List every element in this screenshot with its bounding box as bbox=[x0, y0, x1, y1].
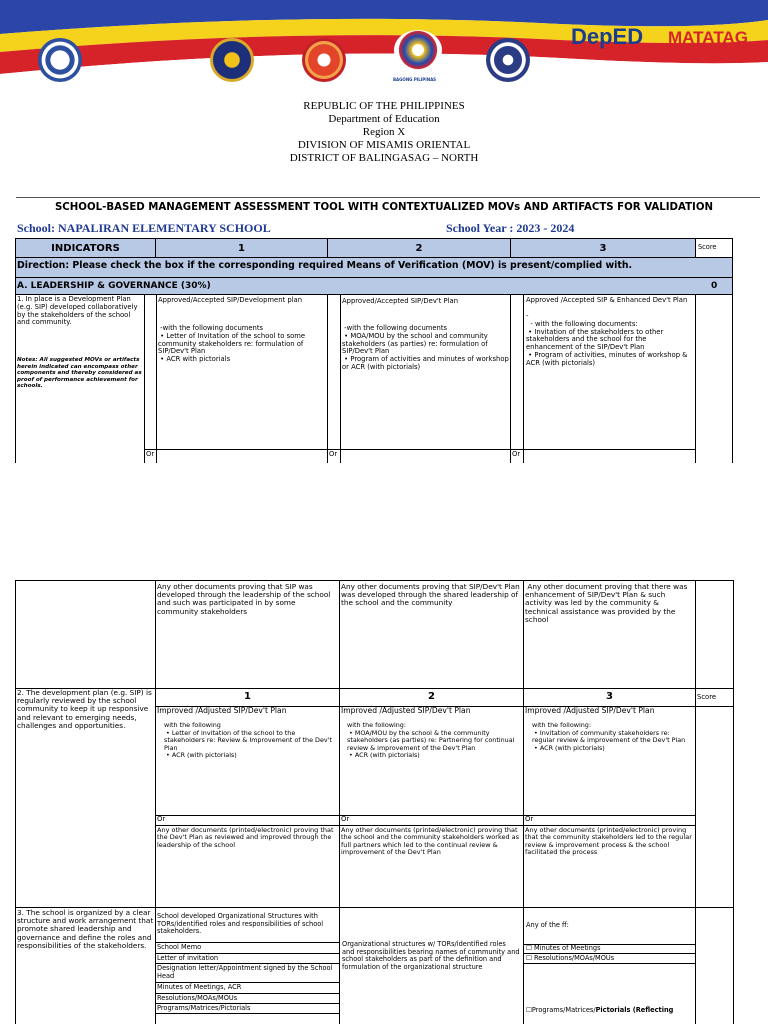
mov-3-title: Approved /Accepted SIP & Enhanced Dev't Plan bbox=[526, 296, 688, 304]
column-header: 3 bbox=[599, 243, 607, 254]
indicator-notes: Notes: All suggested MOVs or artifacts herein indicated can encompass other components and thereby considered as proof of performance achievement for schools. bbox=[17, 357, 142, 390]
seal-icon bbox=[210, 38, 254, 82]
direction-text: Direction: Please check the box if the corresponding required Means of Verification (MOV) is present/complied with. bbox=[17, 260, 633, 271]
divider bbox=[16, 197, 760, 198]
i2-other-2: Any other documents (printed/electronic) proving that the school and the community stakeholders worked as full partners which led to the continual review & improvement of the Dev't Plan bbox=[341, 826, 520, 857]
letterhead-line: Department of Education bbox=[328, 113, 440, 125]
seal-icon bbox=[38, 38, 82, 82]
school-year: School Year : 2023 - 2024 bbox=[446, 221, 575, 235]
i3-mov-2: Organizational structures w/ TORs/identified roles and responsibilities bearing names of community and school stakeholders as part of the definition and formulation of the organizational structure bbox=[342, 940, 520, 971]
checkbox-item-bold: Pictorials (Reflecting bbox=[595, 1006, 674, 1014]
bagong-pilipinas-icon bbox=[394, 30, 442, 70]
or-label: Or bbox=[512, 450, 521, 458]
indicator-3: 3. The school is organized by a clear structure and work arrangement that promote shared leadership and governance and define the roles and responsibilities of the stakeholders. bbox=[17, 908, 154, 950]
list-item: Minutes of Meetings, ACR bbox=[157, 983, 242, 991]
other-docs-3: Any other document proving that there was enhancement of SIP/Dev't Plan & such activity was led by the community & technical assistance was provided by the school bbox=[525, 582, 690, 624]
or-label: Or bbox=[146, 450, 155, 458]
list-item: School Memo bbox=[157, 943, 202, 951]
i3-mov-3-title: Any of the ff: bbox=[526, 921, 569, 929]
mov-2-body: -with the following documents • MOA/MOU by the school and community stakeholders (as parties) re: formulation of SIP/Dev't Plan • Program of activities and minutes of workshop or ACR (with pictorials) bbox=[342, 324, 509, 371]
checkbox-item: ☐ Minutes of Meetings bbox=[526, 944, 601, 952]
i2-other-1: Any other documents (printed/electronic) proving that the Dev't Plan as reviewed and improved through the leadership of the school bbox=[157, 826, 334, 849]
section-score: 0 bbox=[711, 281, 718, 291]
letterhead-banner bbox=[0, 0, 768, 92]
school-name: School: NAPALIRAN ELEMENTARY SCHOOL bbox=[17, 221, 271, 235]
or-label: Or bbox=[157, 815, 166, 823]
other-docs-2: Any other documents proving that SIP/Dev't Plan was developed through the shared leadership of the school and the community bbox=[341, 582, 520, 608]
section-title: A. LEADERSHIP & GOVERNANCE (30%) bbox=[17, 281, 211, 291]
i2-mov-3-body: with the following: • Invitation of community stakeholders re: regular review & improvement of the Dev't Plan • ACR (with pictorials) bbox=[532, 721, 686, 752]
list-item: Designation letter/Appointment signed by the School Head bbox=[157, 964, 333, 980]
checkbox-item: ☐ Resolutions/MOAs/MOUs bbox=[526, 954, 615, 962]
i2-mov-1-title: Improved /Adjusted SIP/Dev't Plan bbox=[157, 706, 287, 715]
column-header: 2 bbox=[428, 691, 435, 702]
mov-1-title: Approved/Accepted SIP/Development plan bbox=[158, 296, 303, 304]
mov-3-body: - - with the following documents: • Invitation of the stakeholders to other stakeholders and the school for the enhancement of the SIP/Dev't Plan • Program of activities, minutes of workshop & ACR (with pictorials) bbox=[526, 312, 688, 367]
letterhead-line: DISTRICT OF BALINGASAG – NORTH bbox=[289, 152, 479, 164]
checkbox-item-text: ☐Programs/Matrices/ bbox=[526, 1006, 596, 1014]
or-label: Or bbox=[525, 815, 534, 823]
checkbox-item bbox=[526, 1007, 694, 1015]
list-item: Programs/Matrices/Pictorials bbox=[157, 1004, 251, 1012]
flag-stripes bbox=[0, 0, 768, 92]
deped-logo: DepED bbox=[571, 24, 644, 49]
indicator-1: 1. In place is a Development Plan (e.g. SIP) developed collaboratively by the stakeholders of the school and community. bbox=[17, 295, 140, 327]
or-label: Or bbox=[341, 815, 350, 823]
seal-icon bbox=[302, 38, 346, 82]
letterhead-line: REPUBLIC OF THE PHILIPPINES bbox=[303, 100, 465, 112]
document-title: SCHOOL-BASED MANAGEMENT ASSESSMENT TOOL WITH CONTEXTUALIZED MOVs AND ARTIFACTS FOR VALIDATION bbox=[54, 202, 714, 213]
column-header: 3 bbox=[606, 691, 613, 702]
i2-mov-1-body: with the following • Letter of invitation of the school to the stakeholders re: Review & Improvement of the Dev't Plan • ACR (with pictorials) bbox=[164, 721, 332, 760]
mov-2-title: Approved/Accepted SIP/Dev't Plan bbox=[342, 297, 459, 305]
i3-mov-1-title: School developed Organizational Structures with TORs/identified roles and responsibilities of school stakeholders. bbox=[157, 912, 324, 936]
column-header: Score bbox=[697, 693, 717, 701]
seal-icon bbox=[486, 38, 530, 82]
column-header: Score bbox=[698, 243, 717, 251]
column-header: 1 bbox=[238, 243, 245, 254]
column-header: INDICATORS bbox=[51, 243, 120, 254]
column-header: 1 bbox=[244, 691, 251, 702]
i2-other-3: Any other documents (printed/electronic) proving that the community stakeholders led to the regular review & improvement process & the school facilitated the process bbox=[525, 826, 692, 857]
indicator-2: 2. The development plan (e.g. SIP) is regularly reviewed by the school community to keep it up responsive and relevant to emerging needs, challenges and opportunities. bbox=[17, 688, 152, 730]
column-header: 2 bbox=[415, 243, 423, 254]
letterhead-line: DIVISION OF MISAMIS ORIENTAL bbox=[297, 139, 471, 151]
i2-mov-2-title: Improved /Adjusted SIP/Dev't Plan bbox=[341, 706, 471, 715]
letterhead-line: Region X bbox=[362, 126, 406, 138]
matatag-logo: MATATAG bbox=[668, 28, 748, 47]
i2-mov-3-title: Improved /Adjusted SIP/Dev't Plan bbox=[525, 706, 655, 715]
other-docs-1: Any other documents proving that SIP was developed through the leadership of the school and such was participated in by some community stakeholders bbox=[157, 582, 331, 616]
mov-1-body: -with the following documents • Letter of Invitation of the school to some community stakeholders re: formulation of SIP/Dev't Plan • ACR with pictorials bbox=[158, 324, 306, 364]
seal-caption: BAGONG PILIPINAS bbox=[393, 77, 437, 82]
i2-mov-2-body: with the following: • MOA/MOU by the school & the community stakeholders (as parties) re: Partnering for continual review & improvement of the Dev't Plan • ACR (with pictorials) bbox=[347, 721, 515, 760]
list-item: Resolutions/MOAs/MOUs bbox=[157, 994, 238, 1002]
list-item: Letter of invitation bbox=[157, 954, 219, 962]
or-label: Or bbox=[329, 450, 338, 458]
